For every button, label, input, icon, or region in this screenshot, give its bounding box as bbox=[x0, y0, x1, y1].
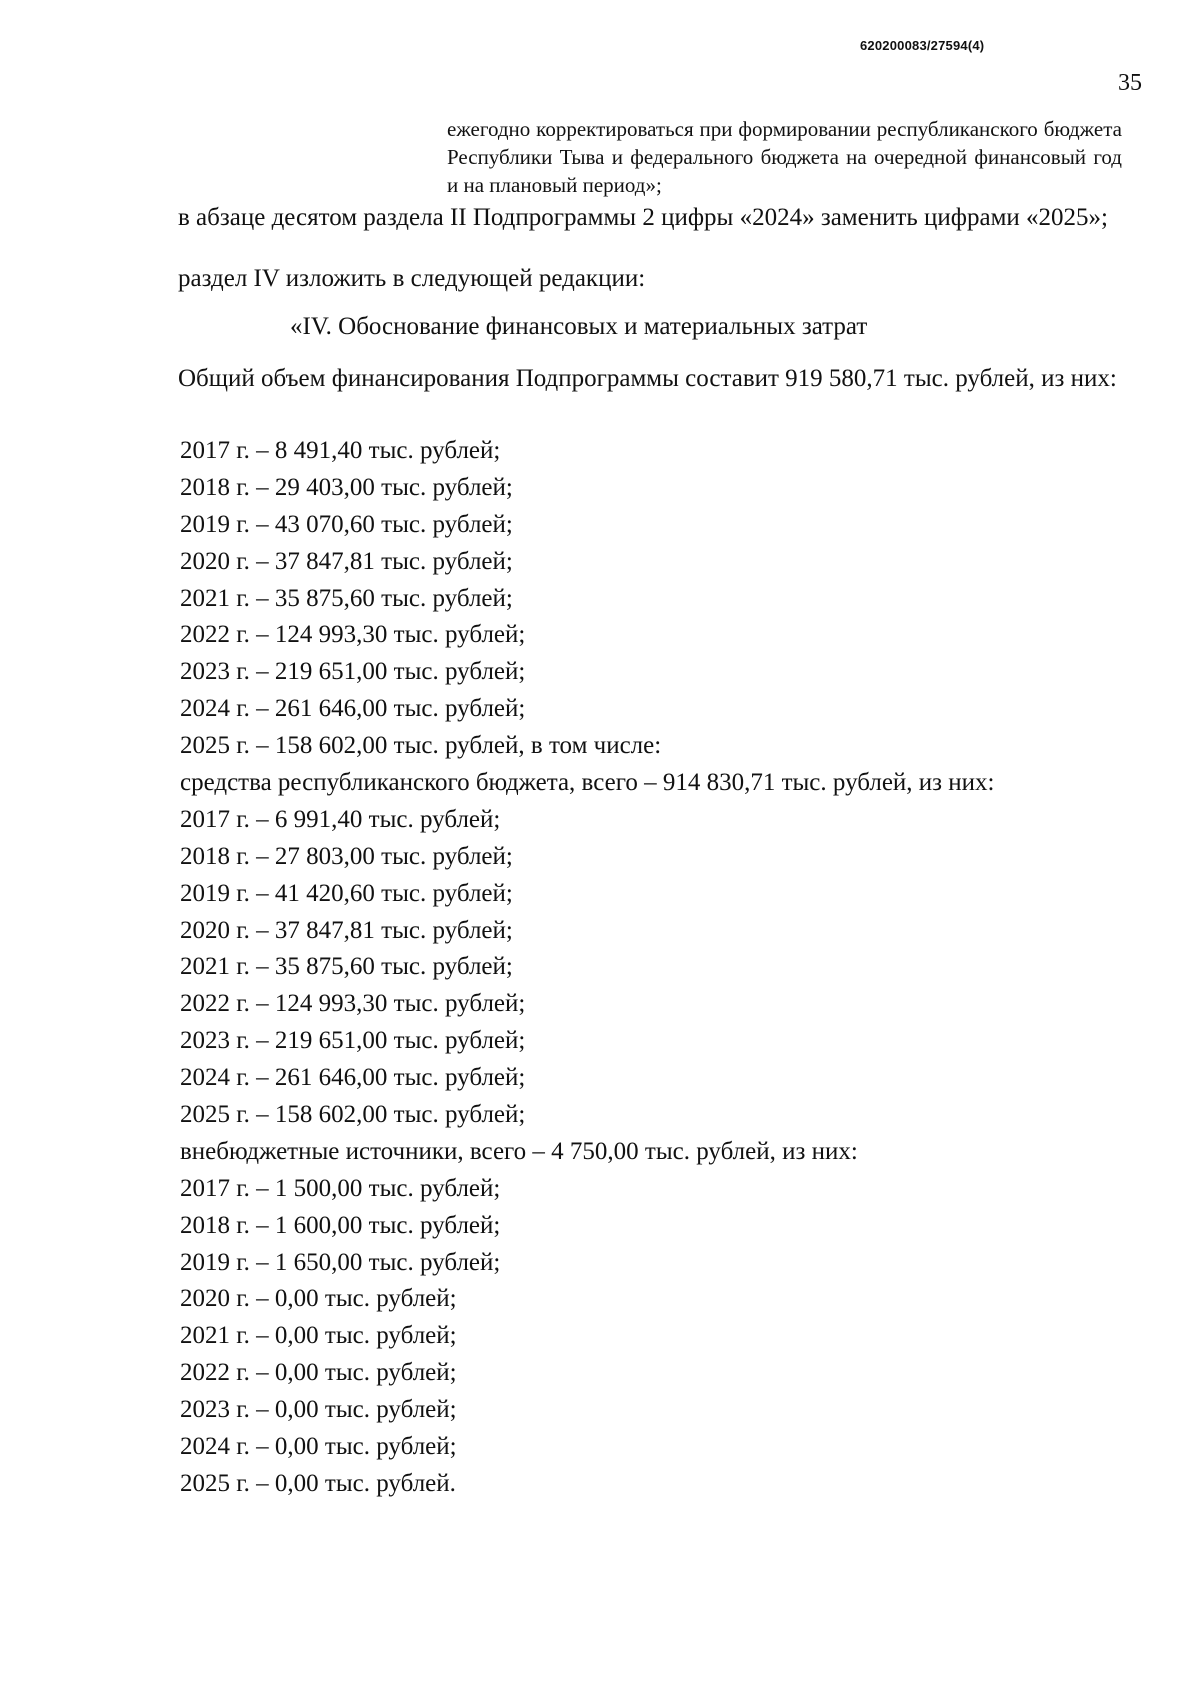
list-item: 2019 г. – 43 070,60 тыс. рублей; bbox=[180, 510, 513, 538]
amendment-paragraph-1 bbox=[96, 199, 1136, 237]
page-number: 35 bbox=[1118, 70, 1142, 96]
extrabudget-heading: внебюджетные источники, всего – 4 750,00 тыс. рублей, из них: bbox=[180, 1137, 858, 1165]
list-item: 2022 г. – 124 993,30 тыс. рублей; bbox=[180, 990, 526, 1018]
quoted-text-tail: ежегодно корректироваться при формировании республиканского бюджета Республики Тыва и федерального бюджета на очередной финансовый год и на плановый период»; bbox=[447, 117, 1122, 197]
list-item: 2018 г. – 29 403,00 тыс. рублей; bbox=[180, 473, 513, 501]
list-item: 2020 г. – 37 847,81 тыс. рублей; bbox=[180, 916, 513, 944]
list-item: 2017 г. – 8 491,40 тыс. рублей; bbox=[180, 437, 501, 464]
list-item: 2018 г. – 1 600,00 тыс. рублей; bbox=[180, 1211, 501, 1239]
total-funding-text: Общий объем финансирования Подпрограммы составит 919 580,71 тыс. рублей, из них: bbox=[178, 365, 1117, 392]
list-item: 2023 г. – 219 651,00 тыс. рублей; bbox=[180, 1027, 526, 1055]
list-item: 2022 г. – 0,00 тыс. рублей; bbox=[180, 1359, 457, 1387]
list-item: 2024 г. – 261 646,00 тыс. рублей; bbox=[180, 695, 526, 723]
total-funding-list bbox=[180, 433, 995, 1503]
list-item: 2021 г. – 35 875,60 тыс. рублей; bbox=[180, 953, 513, 981]
amendment-paragraph-2: раздел IV изложить в следующей редакции: bbox=[178, 265, 646, 292]
list-item: 2019 г. – 1 650,00 тыс. рублей; bbox=[180, 1248, 501, 1276]
total-funding-paragraph bbox=[96, 360, 1136, 398]
list-item: 2024 г. – 0,00 тыс. рублей; bbox=[180, 1433, 457, 1461]
list-item: 2021 г. – 35 875,60 тыс. рублей; bbox=[180, 584, 513, 612]
list-item: 2024 г. – 261 646,00 тыс. рублей; bbox=[180, 1064, 526, 1092]
amendment-paragraph-1-text: в абзаце десятом раздела II Подпрограммы 2 цифры «2024» заменить цифрами «2025»; bbox=[178, 204, 1108, 231]
list-item: 2023 г. – 219 651,00 тыс. рублей; bbox=[180, 658, 526, 686]
list-item: 2022 г. – 124 993,30 тыс. рублей; bbox=[180, 621, 526, 649]
list-item: 2020 г. – 0,00 тыс. рублей; bbox=[180, 1285, 457, 1313]
list-item: 2025 г. – 158 602,00 тыс. рублей, в том числе: bbox=[180, 732, 662, 760]
document-id: 620200083/27594(4) bbox=[860, 38, 985, 53]
list-item: 2019 г. – 41 420,60 тыс. рублей; bbox=[180, 879, 513, 907]
list-item: 2023 г. – 0,00 тыс. рублей; bbox=[180, 1396, 457, 1424]
section-heading: «IV. Обоснование финансовых и материальных затрат bbox=[290, 313, 868, 340]
list-item: 2018 г. – 27 803,00 тыс. рублей; bbox=[180, 842, 513, 870]
list-item: 2021 г. – 0,00 тыс. рублей; bbox=[180, 1322, 457, 1350]
list-item: 2025 г. – 158 602,00 тыс. рублей; bbox=[180, 1101, 526, 1129]
list-item: 2025 г. – 0,00 тыс. рублей. bbox=[180, 1469, 456, 1497]
list-item: 2020 г. – 37 847,81 тыс. рублей; bbox=[180, 547, 513, 575]
list-item: 2017 г. – 6 991,40 тыс. рублей; bbox=[180, 805, 501, 833]
republican-budget-heading: средства республиканского бюджета, всего – 914 830,71 тыс. рублей, из них: bbox=[180, 769, 995, 797]
list-item: 2017 г. – 1 500,00 тыс. рублей; bbox=[180, 1174, 501, 1202]
